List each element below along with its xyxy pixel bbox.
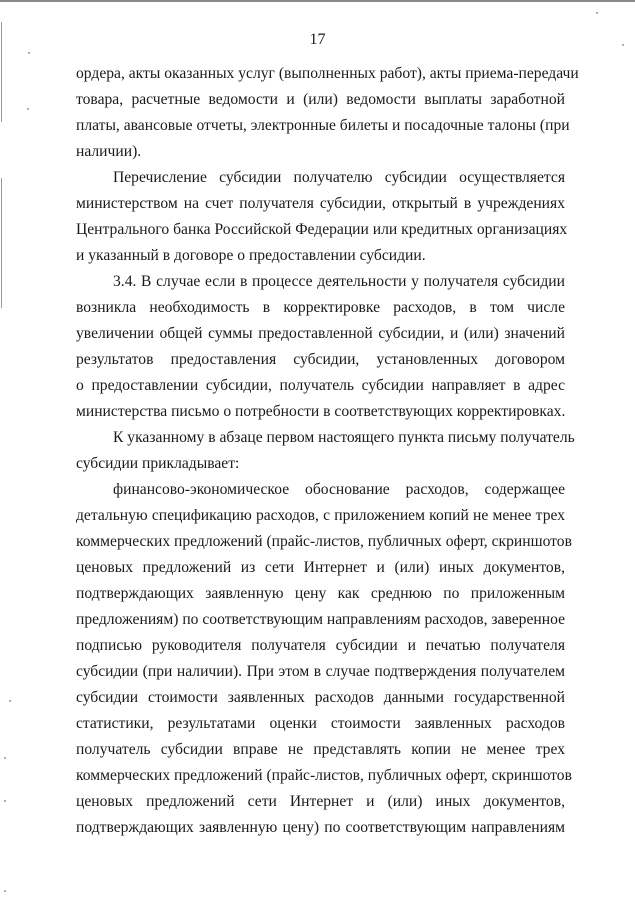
text-line: получатель субсидии вправе не представлять копии не менее трех <box>76 741 565 758</box>
text-line: 3.4. В случае если в процессе деятельности у получателя субсидии <box>113 273 565 290</box>
text-line: возникла необходимость в корректировке расходов, в том числе <box>76 299 565 316</box>
document-body <box>76 61 579 841</box>
text-line: субсидии (при наличии). При этом в случае подтверждения получателем <box>76 663 565 680</box>
text-line: субсидии стоимости заявленных расходов данными государственной <box>76 689 565 706</box>
text-line: о предоставлении субсидии, получатель субсидии направляет в адрес <box>76 377 565 394</box>
text-line: увеличении общей суммы предоставленной субсидии, и (или) значений <box>76 325 565 342</box>
paragraph <box>76 165 568 269</box>
scan-speck <box>4 800 6 802</box>
text-line: Центрального банка Российской Федерации или кредитных организациях <box>76 221 568 238</box>
page-number: 17 <box>309 31 326 48</box>
paragraph <box>76 477 572 841</box>
scan-top-border <box>0 0 635 2</box>
text-line: товара, расчетные ведомости и (или) ведомости выплаты заработной <box>76 91 565 108</box>
text-line: ценовых предложений сети Интернет и (или) иных документов, <box>76 793 565 810</box>
scan-left-edge-mark <box>1 178 2 308</box>
text-line: наличии). <box>76 143 142 160</box>
scan-speck <box>4 890 6 892</box>
text-line: субсидии прикладывает: <box>76 455 240 472</box>
text-line: ценовых предложений из сети Интернет и (или) иных документов, <box>76 559 565 576</box>
scan-speck <box>28 52 30 54</box>
text-line: предложениям) по соответствующим направлениям расходов, заверенное <box>76 611 565 628</box>
text-line: подтверждающих заявленную цену как среднюю по приложенным <box>76 585 565 602</box>
text-line: результатов предоставления субсидии, установленных договором <box>76 351 565 368</box>
text-line: подтверждающих заявленную цену) по соответствующим направлениям <box>76 819 565 836</box>
scan-speck <box>27 108 29 110</box>
paragraph <box>76 61 579 165</box>
text-line: коммерческих предложений (прайс-листов, публичных оферт, скриншотов <box>76 767 572 784</box>
text-line: подписью руководителя получателя субсидии и печатью получателя <box>76 637 565 654</box>
text-line: статистики, результатами оценки стоимости заявленных расходов <box>76 715 565 732</box>
text-line: К указанному в абзаце первом настоящего пункта письму получатель <box>113 429 575 446</box>
text-line: и указанный в договоре о предоставлении субсидии. <box>76 247 426 264</box>
text-line: финансово-экономическое обоснование расходов, содержащее <box>113 481 565 498</box>
text-line: Перечисление субсидии получателю субсидии осуществляется <box>113 169 565 186</box>
text-line: детальную спецификацию расходов, с приложением копий не менее трех <box>76 507 565 524</box>
paragraph <box>76 425 575 477</box>
text-line: ордера, акты оказанных услуг (выполненных работ), акты приема-передачи <box>76 65 579 82</box>
scan-speck <box>4 757 6 759</box>
text-line: министерства письмо о потребности в соответствующих корректировках. <box>76 403 566 420</box>
text-line: коммерческих предложений (прайс-листов, публичных оферт, скриншотов <box>76 533 572 550</box>
scan-speck <box>596 12 598 14</box>
text-line: министерством на счет получателя субсидии, открытый в учреждениях <box>76 195 565 212</box>
paragraph <box>76 269 565 425</box>
text-line: платы, авансовые отчеты, электронные билеты и посадочные талоны (при <box>76 117 570 134</box>
scan-speck <box>9 700 11 702</box>
